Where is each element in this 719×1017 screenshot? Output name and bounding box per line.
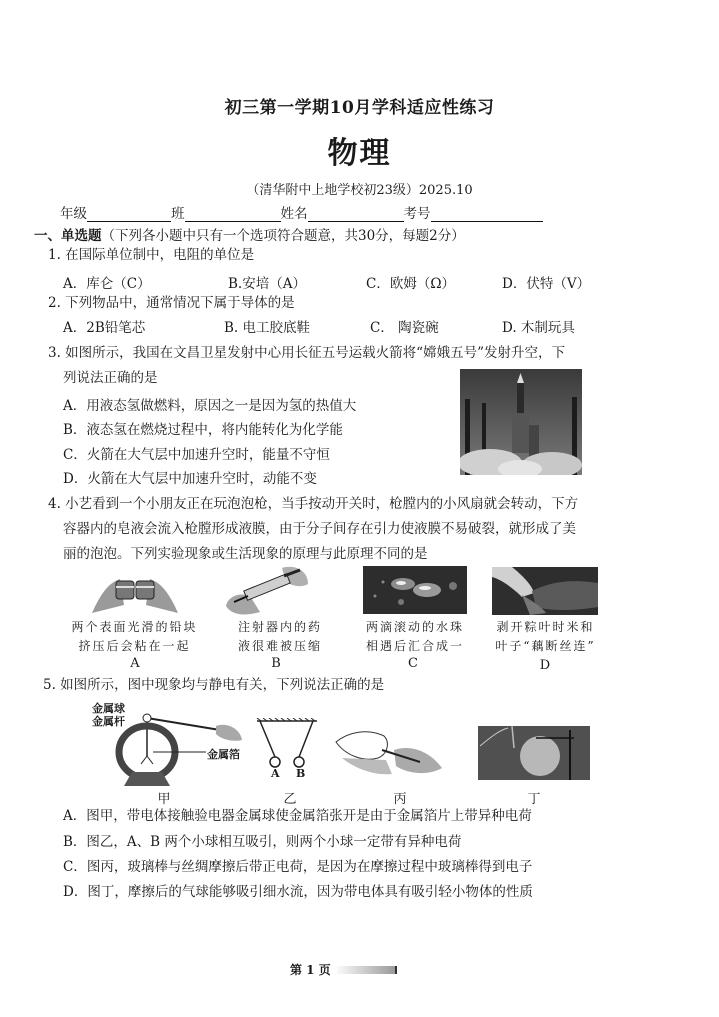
exam-subtitle: （清华附中上地学校初23级）2025.10 [246,183,473,198]
q4-figure-a-label[interactable]: A [130,656,140,671]
figure-jia-caption: 甲 [157,792,171,807]
lead-blocks-image [90,565,180,617]
q4-figure-c-caption-line2: 相遇后汇合成一 [365,639,464,653]
q3-option-c[interactable]: C．火箭在大气层中加速升空时，能量不守恒 [63,447,330,463]
pith-balls-image [255,718,319,774]
q4-figure-d-caption [488,618,603,656]
rocket-launch-image [460,369,582,475]
subject-title: 物理 [327,136,392,171]
figure-ding-caption: 丁 [527,792,541,807]
page-footer-bar [337,966,397,974]
class-label: 班 [171,206,185,222]
q4-figure-b-caption-line2: 液很难被压缩 [237,639,322,653]
page-number: 第 1 页 [290,963,331,977]
q4-figure-b-label[interactable]: B [271,656,281,671]
q1-stem: 1. 在国际单位制中，电阻的单位是 [48,247,255,263]
metal-ball-label: 金属球 [92,702,125,715]
q1-option-b[interactable]: B.安培（A） [228,276,306,292]
figure-yi-caption: 乙 [283,792,297,807]
water-drops-image [363,566,467,614]
q4-figure-b-caption [230,618,330,656]
q3-stem-line2: 列说法正确的是 [63,370,158,386]
exam-no-label: 考号 [403,206,431,222]
grade-label: 年级 [60,206,87,222]
exam-title: 初三第一学期10月学科适应性练习 [224,98,495,118]
q4-figure-c-label[interactable]: C [408,656,418,671]
q2-option-c[interactable]: C． 陶瓷碗 [370,320,439,336]
electroscope-image [110,700,250,788]
q1-option-c[interactable]: C．欧姆（Ω） [366,276,456,292]
q1-option-d[interactable]: D．伏特（V） [502,276,591,292]
q3-option-d[interactable]: D．火箭在大气层中加速升空时，动能不变 [63,471,317,487]
q4-stem-line2: 容器内的皂液会流入枪膛形成液膜，由于分子间存在引力使液膜不易破裂，就形成了美 [63,521,576,537]
figure-bing-caption: 丙 [393,792,407,807]
ball-b-label: B [296,767,306,780]
ball-a-label: A [271,767,280,780]
q4-figure-b-caption-line1: 注射器内的药 [237,620,322,634]
q4-figure-a-caption [67,618,202,656]
section-note: （下列各小题中只有一个选项符合题意，共30分，每题2分） [101,228,465,244]
q2-stem: 2. 下列物品中，通常情况下属于导体的是 [48,295,295,311]
q2-option-a[interactable]: A．2B铅笔芯 [63,320,146,336]
q4-figure-a-caption-line1: 两个表面光滑的铅块 [71,620,198,634]
q5-option-a[interactable]: A．图甲，带电体接触验电器金属球使金属箔张开是由于金属箔片上带异种电荷 [63,808,532,824]
q4-figure-d-caption-line2: 叶子“藕断丝连” [495,639,596,653]
q4-stem-line1: 4. 小艺看到一个小朋友正在玩泡泡枪，当手按动开关时，枪膛内的小风扇就会转动，下方 [48,496,579,512]
q5-option-b[interactable]: B．图乙，A、B 两个小球相互吸引，则两个小球一定带有异种电荷 [63,834,462,850]
q4-figure-d-caption-line1: 剥开粽叶时米和 [496,620,595,634]
student-info-row [60,202,543,222]
q4-figure-c-caption [355,618,475,656]
metal-rod-label: 金属杆 [92,715,125,728]
q4-figure-d-label[interactable]: D [539,658,551,673]
metal-foil-label: 金属箔 [207,748,240,761]
q4-figure-a-caption-line2: 挤压后会粘在一起 [78,639,191,653]
q1-option-a[interactable]: A．库仑（C） [63,276,151,292]
grade-field[interactable] [87,207,171,222]
q3-stem-line1: 3. 如图所示，我国在文昌卫星发射中心用长征五号运载火箭将“嫦娥五号”发射升空，下 [48,345,565,361]
q5-option-c[interactable]: C．图丙，玻璃棒与丝绸摩擦后带正电荷，是因为在摩擦过程中玻璃棒得到电子 [63,859,533,875]
q3-option-a[interactable]: A．用液态氢做燃料，原因之一是因为氢的热值大 [63,398,357,414]
name-label: 姓名 [280,206,308,222]
q3-option-b[interactable]: B．液态氢在燃烧过程中，将内能转化为化学能 [63,422,343,438]
q4-stem-line3: 丽的泡泡。下列实验现象或生活现象的原理与此原理不同的是 [63,546,428,562]
zongzi-image [492,567,598,615]
section-heading [34,224,465,244]
balloon-water-image [478,726,590,780]
q2-option-b[interactable]: B. 电工胶底鞋 [224,320,311,336]
class-field[interactable] [185,207,281,222]
glass-rod-silk-image [334,728,446,780]
section-title: 一、单选题 [34,228,102,244]
q4-figure-c-caption-line1: 两滴滚动的水珠 [365,620,464,634]
exam-no-field[interactable] [431,207,543,222]
page-footer [290,961,397,978]
syringe-image [222,562,312,617]
q2-option-d[interactable]: D. 木制玩具 [502,320,575,336]
q5-stem: 5. 如图所示，图中现象均与静电有关，下列说法正确的是 [43,677,385,693]
name-field[interactable] [308,207,404,222]
q5-option-d[interactable]: D．图丁，摩擦后的气球能够吸引细水流，因为带电体具有吸引轻小物体的性质 [63,884,533,900]
